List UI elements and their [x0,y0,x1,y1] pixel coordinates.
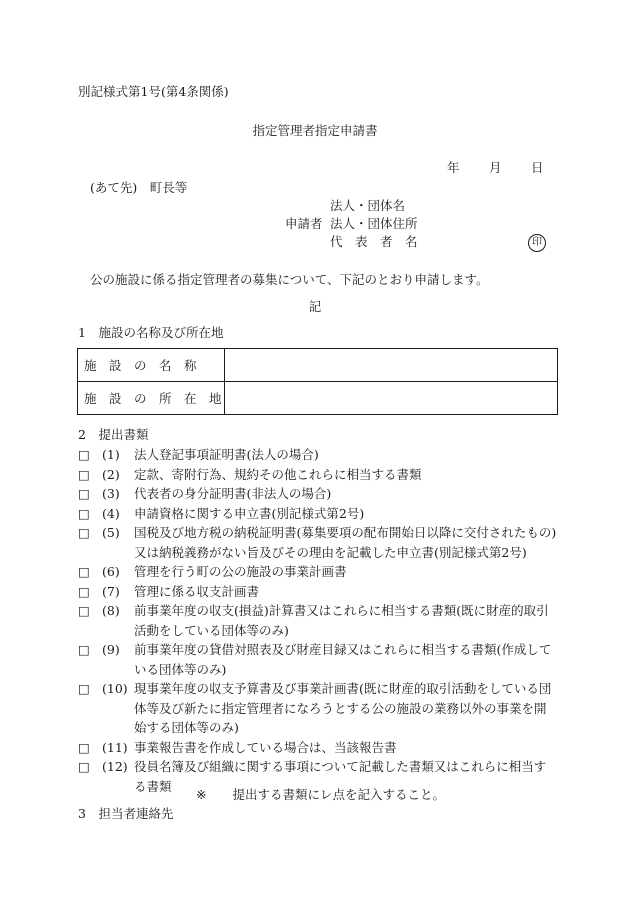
date-month: 月 [488,160,502,175]
list-item [78,562,558,582]
list-item [78,504,558,524]
item-text: 事業報告書を作成している場合は、当該報告書 [134,739,397,755]
facility-location-row [78,382,558,415]
list-item [78,465,558,485]
checkbox[interactable]: □ [78,564,90,579]
item-text: 管理に係る収支計画書 [134,583,260,599]
facility-location-value[interactable] [225,382,558,415]
item-number: (6) [102,564,120,579]
checkbox[interactable]: □ [78,642,90,657]
list-item [78,484,558,504]
item-text: 管理を行う町の公の施設の事業計画書 [134,564,347,579]
checkbox[interactable]: □ [78,603,90,618]
checkmark-note [196,787,445,803]
checkbox[interactable]: □ [78,525,90,540]
section1-title: 1 施設の名称及び所在地 [78,325,224,340]
item-text: 役員名簿及び組織に関する事項について記載した書類又はこれらに相当する書類 [134,759,547,794]
facility-name-row [78,349,558,382]
applicant-org-name-label: 法人・団体名 [330,198,406,213]
list-item [78,523,558,562]
seal-icon: 印 [528,234,546,252]
facility-location-label: 施 設 の 所 在 地 [78,382,225,415]
checkbox[interactable]: □ [78,759,90,774]
section2-title: 2 提出書類 [78,427,149,442]
note-text: 提出する書類にレ点を記入すること。 [232,787,445,802]
checkbox[interactable]: □ [78,505,90,521]
list-item [78,679,558,738]
facility-table [77,348,558,415]
date-year: 年 [447,160,460,175]
date-day: 日 [530,160,544,175]
checkbox[interactable]: □ [78,486,90,501]
item-number: (10) [102,681,128,696]
checkbox[interactable]: □ [78,583,90,599]
item-text: 申請資格に関する申立書(別記様式第2号) [134,505,365,521]
document-list [78,445,558,796]
checkbox[interactable]: □ [78,681,90,696]
item-number: (2) [102,466,120,482]
facility-name-value[interactable] [225,349,558,382]
form-number: 別記様式第1号(第4条関係) [78,84,229,99]
item-text: 現事業年度の収支予算書及び事業計画書(既に財産的取引活動をしている団体等及び新たに指定管理者になろうとする公の施設の業務以外の事業を開始する団体等のみ) [134,681,552,735]
item-number: (7) [102,583,120,599]
checkbox[interactable]: □ [78,466,90,482]
list-item [78,601,558,640]
list-item [78,582,558,602]
list-item [78,738,558,758]
list-item [78,445,558,465]
section3-title: 3 担当者連絡先 [78,806,174,821]
applicant-representative-label: 代 表 者 名 [330,234,418,249]
item-text: 前事業年度の貸借対照表及び財産目録又はこれらに相当する書類(作成している団体等のみ) [134,642,552,677]
item-number: (1) [102,447,120,462]
checkbox[interactable]: □ [78,739,90,755]
item-number: (3) [102,486,120,501]
item-number: (5) [102,525,120,540]
item-text: 定款、寄附行為、規約その他これらに相当する書類 [134,466,422,482]
item-number: (9) [102,642,120,657]
list-item [78,640,558,679]
item-number: (12) [102,759,128,774]
item-number: (4) [102,505,120,521]
item-text: 前事業年度の収支(損益)計算書又はこれらに相当する書類(既に財産的取引活動をしている団体等のみ) [134,603,549,638]
item-number: (8) [102,603,120,618]
checkbox[interactable]: □ [78,447,90,462]
facility-name-label: 施 設 の 名 称 [78,349,225,382]
item-number: (11) [102,739,128,755]
item-text: 国税及び地方税の納税証明書(募集要項の配布開始日以降に交付されたもの)又は納税義務がない旨及びその理由を記載した申立書(別記様式第2号) [134,525,557,560]
intro-text: 公の施設に係る指定管理者の募集について、下記のとおり申請します。 [90,272,489,287]
note-mark: ※ [196,787,207,802]
ki-heading: 記 [308,299,322,314]
date-row [447,160,543,176]
applicant-label: 申請者 [285,216,323,231]
addressee: (あて先) 町長等 [90,180,188,195]
item-text: 法人登記事項証明書(法人の場合) [134,447,319,462]
item-text: 代表者の身分証明書(非法人の場合) [134,486,332,501]
applicant-org-address-label: 法人・団体住所 [330,216,418,231]
document-title: 指定管理者指定申請書 [252,123,378,138]
